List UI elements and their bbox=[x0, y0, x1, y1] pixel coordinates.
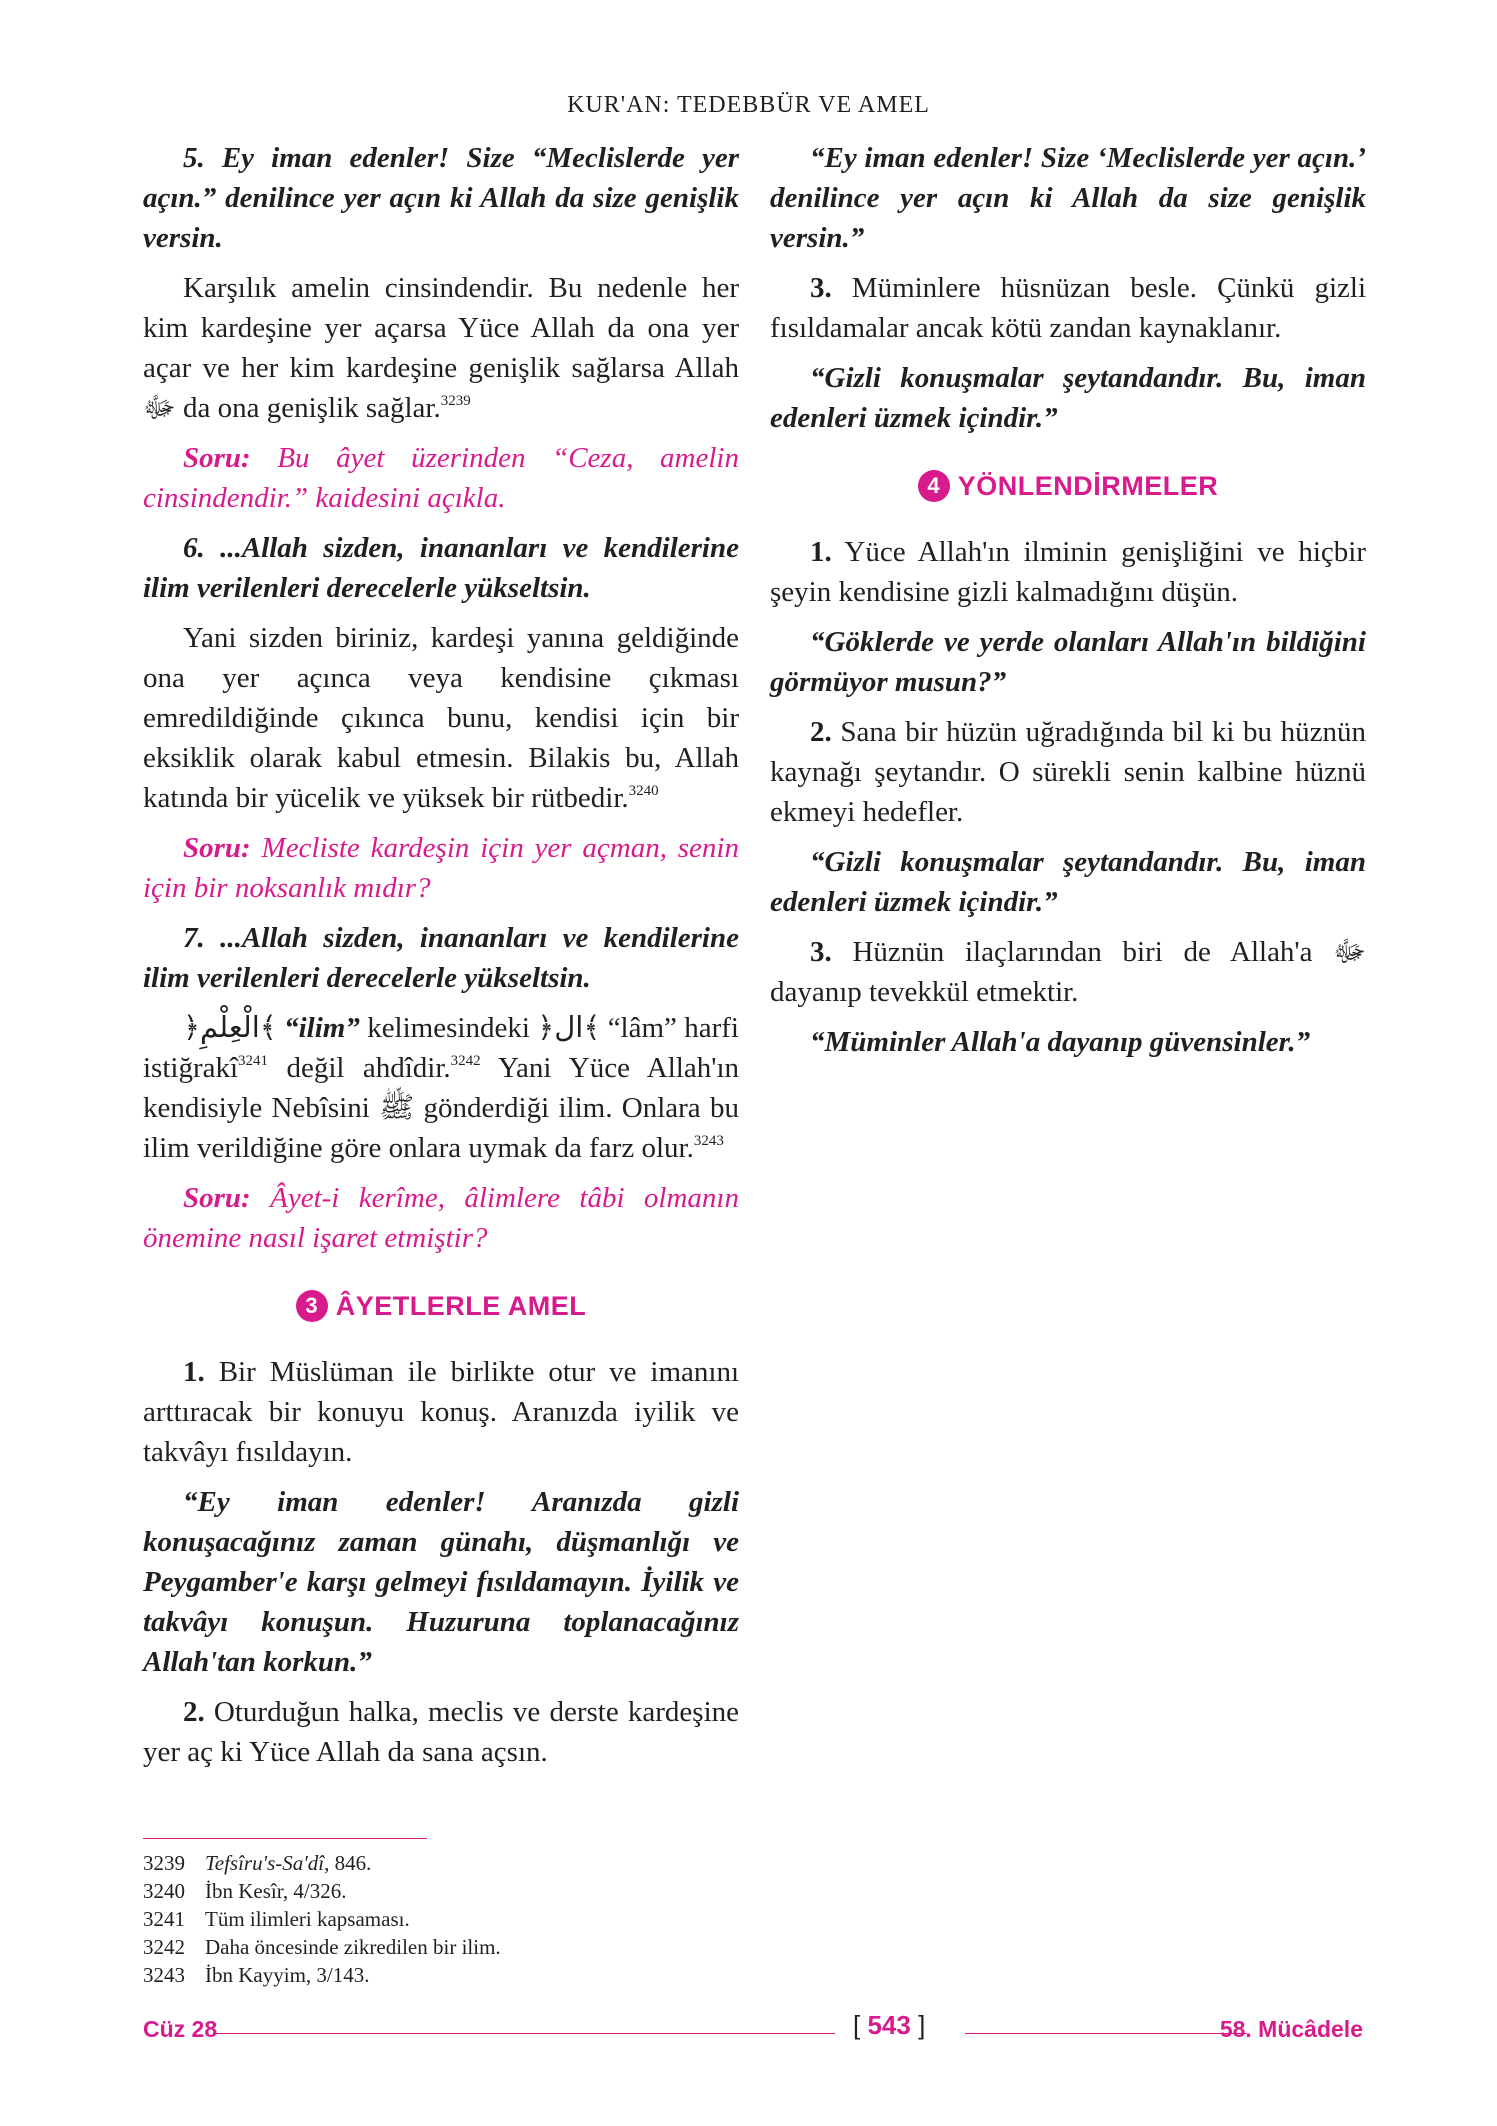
question-text: Bu âyet üzerinden “Ceza, amelin cinsindendir.” kaidesini açıkla. bbox=[143, 442, 739, 514]
body-paragraph bbox=[770, 532, 1366, 612]
footnote-text bbox=[205, 1849, 371, 1877]
footnote-item bbox=[143, 1933, 743, 1961]
body-text: değil ahdîdir. bbox=[268, 1052, 451, 1084]
question-label: Soru: bbox=[183, 442, 251, 474]
body-text: Yani Yüce Allah'ın kendisiyle Nebîsini ﷺ gönderdiği ilim. Onlara bu ilim verildiğine göre onlara uymak da farz olur. bbox=[143, 1052, 739, 1164]
footnote-text: İbn Kesîr, 4/326. bbox=[205, 1879, 347, 1903]
body-text: “lâm” harfi istiğrakî bbox=[143, 1012, 739, 1084]
item-number: 2. bbox=[183, 1696, 205, 1728]
footnote-divider bbox=[143, 1838, 427, 1839]
footnote-item bbox=[143, 1961, 743, 1989]
page-number-value: 543 bbox=[867, 2010, 911, 2040]
footnote-source-ref: , 846. bbox=[324, 1851, 372, 1875]
arabic-term: ﴿ال﴾ bbox=[537, 1012, 601, 1044]
item-number: 7. bbox=[183, 922, 205, 954]
item-number: 3. bbox=[810, 272, 832, 304]
question-label: Soru: bbox=[183, 1182, 251, 1214]
footnote-source-title: Tefsîru's-Sa'dî bbox=[205, 1851, 325, 1875]
footnote-number: 3243 bbox=[143, 1963, 185, 1987]
section-title: ÂYETLERLE AMEL bbox=[335, 1291, 587, 1321]
section-number-badge: 4 bbox=[918, 470, 950, 502]
item-number: 1. bbox=[810, 536, 832, 568]
running-head: KUR'AN: TEDEBBÜR VE AMEL bbox=[567, 92, 930, 118]
footnote-item bbox=[143, 1877, 743, 1905]
footnote-ref[interactable]: 3242 bbox=[450, 1053, 481, 1069]
body-text: Karşılık amelin cinsindendir. Bu nedenle her kim kardeşine yer açarsa Yüce Allah da ona yer açar ve her kim kardeşine genişlik sağlarsa Allah ﷻ da ona genişlik sağlar. bbox=[143, 272, 739, 424]
footnote-text: İbn Kayyim, 3/143. bbox=[205, 1963, 370, 1987]
verse-paragraph: “Ey iman edenler! Size ‘Meclislerde yer açın.’ denilince yer açın ki Allah da size genişlik versin.” bbox=[770, 142, 1366, 254]
item-number: 2. bbox=[810, 716, 832, 748]
verse-paragraph: “Gizli konuşmalar şeytandandır. Bu, iman edenleri üzmek içindir.” bbox=[770, 362, 1366, 434]
verse-paragraph bbox=[143, 528, 739, 608]
verse-paragraph bbox=[143, 138, 739, 258]
page-footer bbox=[143, 2008, 1363, 2048]
verse-paragraph: “Göklerde ve yerde olanları Allah'ın bildiğini görmüyor musun?” bbox=[770, 626, 1366, 698]
body-paragraph bbox=[143, 268, 739, 428]
section-heading bbox=[143, 1286, 739, 1326]
footnote-item bbox=[143, 1849, 743, 1877]
body-paragraph bbox=[143, 618, 739, 818]
body-text: Hüznün ilaçlarından biri de Allah'a ﷻ dayanıp tevekkül etmektir. bbox=[770, 936, 1366, 1008]
bracket: [ bbox=[853, 2010, 861, 2040]
question-paragraph bbox=[143, 1178, 739, 1258]
section-heading bbox=[770, 466, 1366, 506]
body-text: Müminlere hüsnüzan besle. Çünkü gizli fısıldamalar ancak kötü zandan kaynaklanır. bbox=[770, 272, 1366, 344]
verse-text: ...Allah sizden, inananları ve kendilerine ilim verilenleri derecelerle yükseltsin. bbox=[143, 922, 739, 994]
question-paragraph bbox=[143, 438, 739, 518]
arabic-term: ﴿الْعِلْمِ﴾ bbox=[183, 1012, 277, 1044]
question-text: Mecliste kardeşin için yer açman, senin için bir noksanlık mıdır? bbox=[143, 832, 739, 904]
body-paragraph bbox=[770, 268, 1366, 348]
bracket: ] bbox=[918, 2010, 926, 2040]
body-paragraph bbox=[143, 1352, 739, 1472]
verse-paragraph: “Müminler Allah'a dayanıp güvensinler.” bbox=[810, 1026, 1311, 1058]
verse-paragraph bbox=[143, 918, 739, 998]
body-text: Sana bir hüzün uğradığında bil ki bu hüznün kaynağı şeytandır. O sürekli senin kalbine hüznü ekmeyi hedefler. bbox=[770, 716, 1366, 828]
item-number: 6. bbox=[183, 532, 205, 564]
surah-label: 58. Mücâdele bbox=[1219, 2016, 1363, 2042]
body-text: Oturduğun halka, meclis ve derste kardeşine yer aç ki Yüce Allah da sana açsın. bbox=[143, 1696, 739, 1768]
body-text: Bir Müslüman ile birlikte otur ve imanını arttıracak bir konuyu konuş. Aranızda iyilik ve takvâyı fısıldayın. bbox=[143, 1356, 739, 1468]
body-text: Yani sizden biriniz, kardeşi yanına geldiğinde ona yer açınca veya kendisine çıkması emredildiğinde çıkınca bunu, kendisi için bir eksiklik olarak kabul etmesin. Bilakis bu, Allah katında bir yücelik ve yüksek bir rütbedir. bbox=[143, 622, 739, 814]
footnote-text: Daha öncesinde zikredilen bir ilim. bbox=[205, 1935, 501, 1959]
body-paragraph bbox=[770, 932, 1366, 1012]
footnote-item bbox=[143, 1905, 743, 1933]
footnote-number: 3242 bbox=[143, 1935, 185, 1959]
verse-text: Ey iman edenler! Size “Meclislerde yer açın.” denilince yer açın ki Allah da size genişlik versin. bbox=[143, 142, 739, 254]
left-column bbox=[143, 138, 739, 1782]
question-paragraph bbox=[143, 828, 739, 908]
question-text: Âyet-i kerîme, âlimlere tâbi olmanın önemine nasıl işaret etmiştir? bbox=[143, 1182, 739, 1254]
verse-text: ...Allah sizden, inananları ve kendilerine ilim verilenleri derecelerle yükseltsin. bbox=[143, 532, 739, 604]
verse-paragraph: “Gizli konuşmalar şeytandandır. Bu, iman edenleri üzmek içindir.” bbox=[770, 846, 1366, 918]
item-number: 1. bbox=[183, 1356, 205, 1388]
body-paragraph bbox=[143, 1008, 739, 1168]
section-number-badge: 3 bbox=[296, 1290, 328, 1322]
body-text: kelimesindeki bbox=[359, 1012, 538, 1044]
page-number bbox=[853, 2010, 925, 2041]
item-number: 3. bbox=[810, 936, 832, 968]
footnote-ref[interactable]: 3240 bbox=[628, 783, 659, 799]
juz-label: Cüz 28 bbox=[143, 2016, 218, 2042]
footer-rule bbox=[965, 2033, 1247, 2034]
footnote-number: 3239 bbox=[143, 1851, 185, 1875]
body-text: Yüce Allah'ın ilminin genişliğini ve hiçbir şeyin kendisine gizli kalmadığını düşün. bbox=[770, 536, 1366, 608]
right-column bbox=[770, 138, 1366, 1072]
footer-rule bbox=[215, 2033, 835, 2034]
footnote-number: 3240 bbox=[143, 1879, 185, 1903]
footnote-number: 3241 bbox=[143, 1907, 185, 1931]
body-paragraph bbox=[770, 712, 1366, 832]
footnote-text: Tüm ilimleri kapsaması. bbox=[205, 1907, 410, 1931]
footnote-ref[interactable]: 3243 bbox=[693, 1133, 724, 1149]
footnote-ref[interactable]: 3241 bbox=[238, 1053, 269, 1069]
section-title: YÖNLENDİRMELER bbox=[957, 471, 1219, 501]
footnotes bbox=[143, 1849, 743, 1989]
question-label: Soru: bbox=[183, 832, 251, 864]
body-paragraph bbox=[143, 1692, 739, 1772]
verse-paragraph: “Ey iman edenler! Aranızda gizli konuşacağınız zaman günahı, düşmanlığı ve Peygamber'e karşı gelmeyi fısıldamayın. İyilik ve takvâyı konuşun. Huzuruna toplanacağınız Allah'tan korkun.” bbox=[143, 1486, 739, 1678]
term-word: “ilim” bbox=[276, 1012, 360, 1044]
footnote-ref[interactable]: 3239 bbox=[440, 393, 471, 409]
item-number: 5. bbox=[183, 142, 205, 174]
